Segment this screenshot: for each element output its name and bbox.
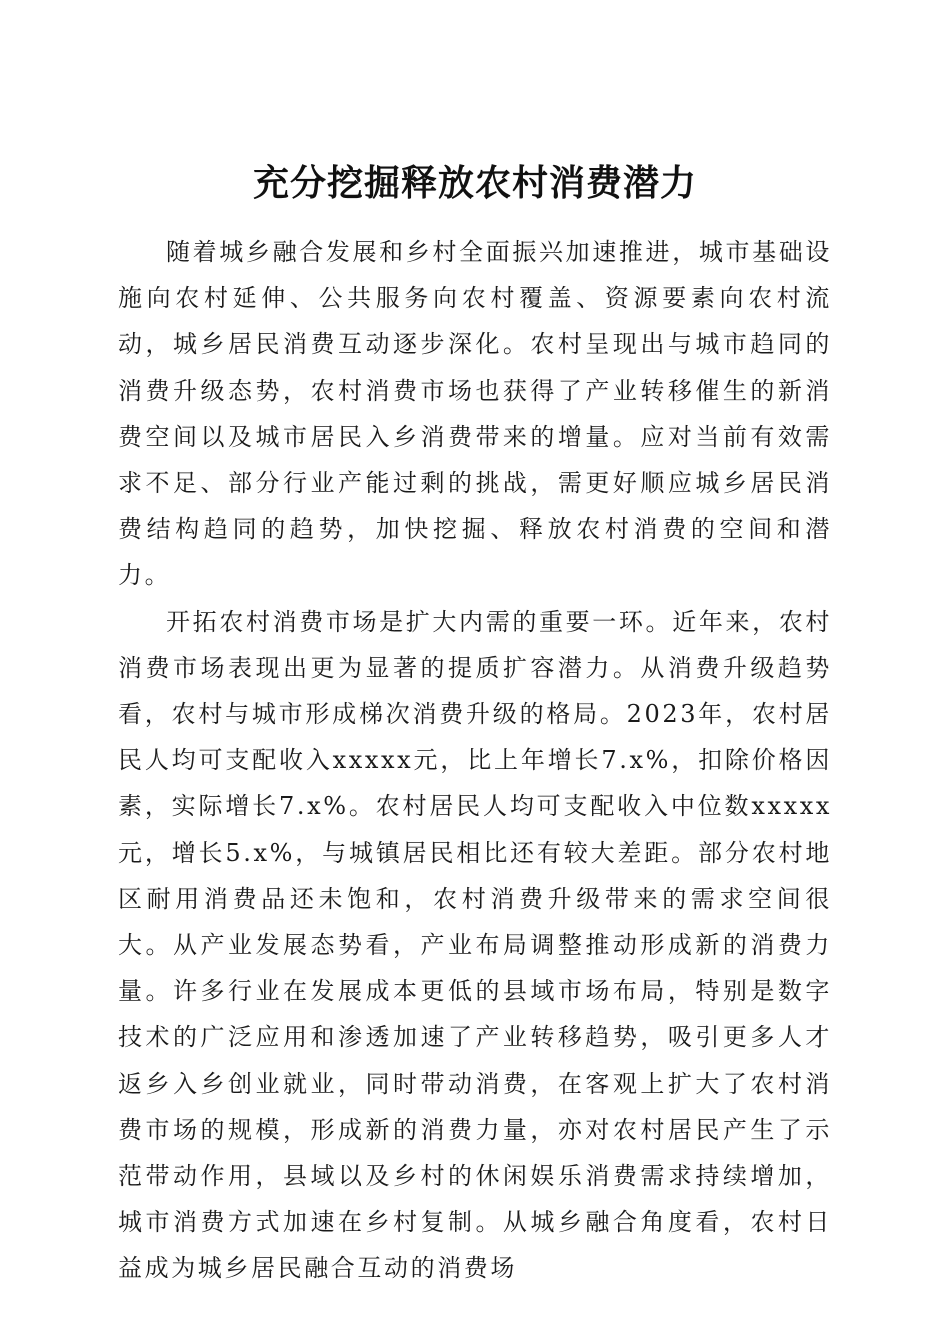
paragraph: 随着城乡融合发展和乡村全面振兴加速推进，城市基础设施向农村延伸、公共服务向农村覆盖、资源要素向农村流动，城乡居民消费互动逐步深化。农村呈现出与城市趋同的消费升级态势，农村消费市场也获得了产业转移催生的新消费空间以及城市居民入乡消费带来的增量。应对当前有效需求不足、部分行业产能过剩的挑战，需更好顺应城乡居民消费结构趋同的趋势，加快挖掘、释放农村消费的空间和潜力。 bbox=[118, 238, 832, 590]
document-body bbox=[118, 229, 832, 1292]
paragraph: 开拓农村消费市场是扩大内需的重要一环。近年来，农村消费市场表现出更为显著的提质扩容潜力。从消费升级趋势看，农村与城市形成梯次消费升级的格局。2023年，农村居民人均可支配收入xxxxx元，比上年增长7.x%，扣除价格因素，实际增长7.x%。农村居民人均可支配收入中位数xxxxx元，增长5.x%，与城镇居民相比还有较大差距。部分农村地区耐用消费品还未饱和，农村消费升级带来的需求空间很大。从产业发展态势看，产业布局调整推动形成新的消费力量。许多行业在发展成本更低的县域市场布局，特别是数字技术的广泛应用和渗透加速了产业转移趋势，吸引更多人才返乡入乡创业就业，同时带动消费，在客观上扩大了农村消费市场的规模，形成新的消费力量，亦对农村居民产生了示范带动作用，县域以及乡村的休闲娱乐消费需求持续增加，城市消费方式加速在乡村复制。从城乡融合角度看，农村日益成为城乡居民融合互动的消费场 bbox=[118, 607, 832, 1283]
document-title: 充分挖掘释放农村消费潜力 bbox=[252, 162, 697, 205]
